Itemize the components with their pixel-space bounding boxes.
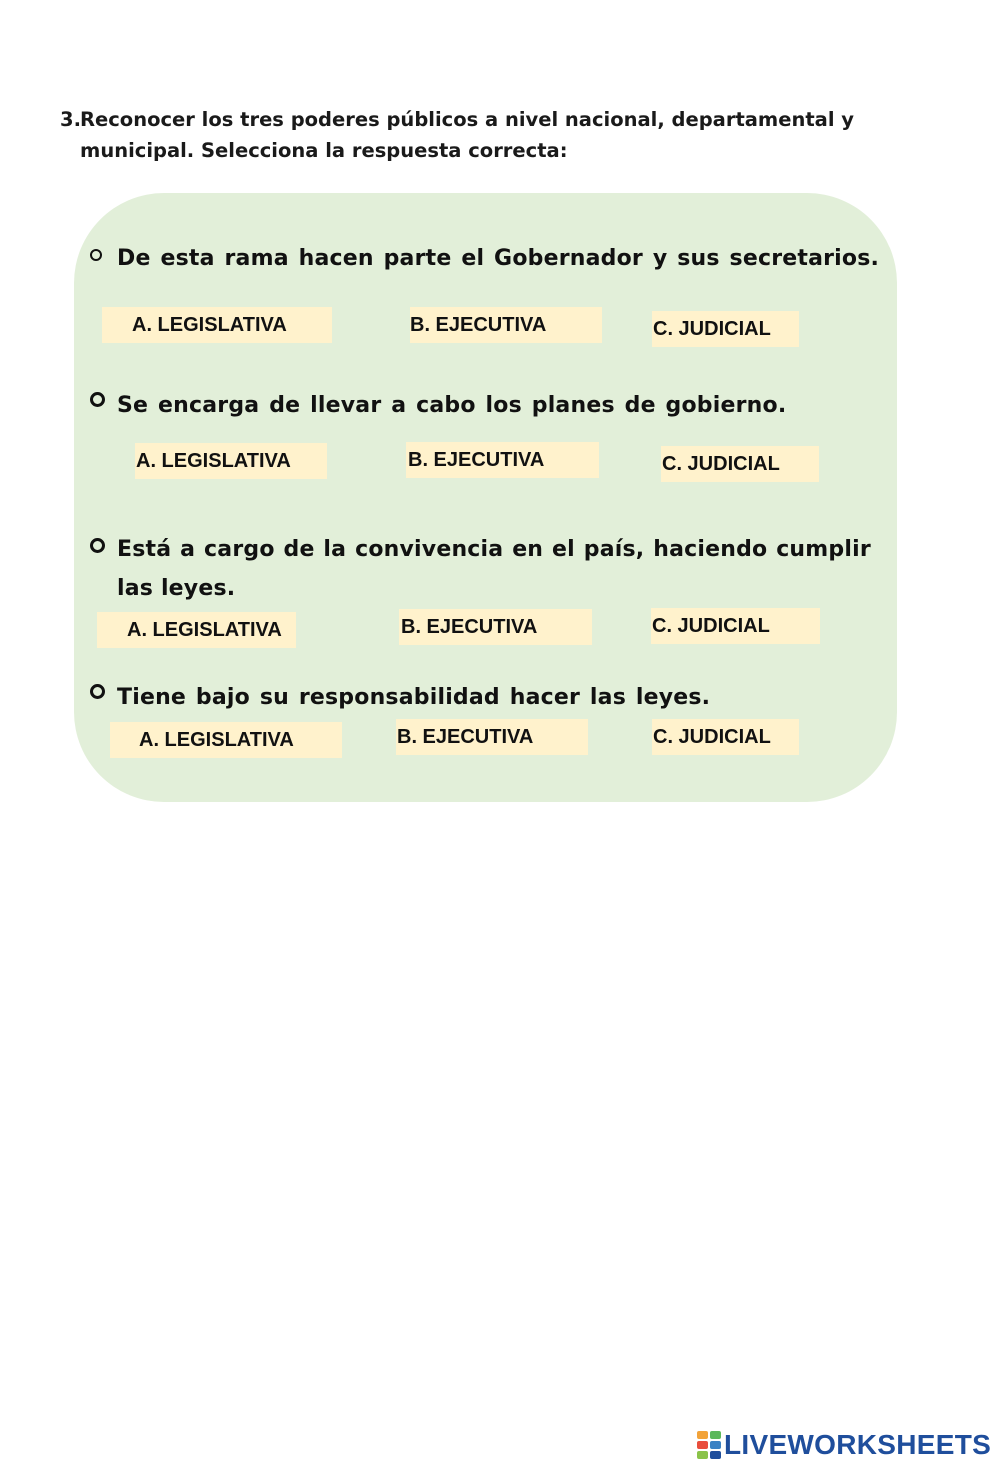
- question-3-text-line1: Está a cargo de la convivencia en el país, haciendo cumplir: [117, 537, 871, 562]
- q1-option-a[interactable]: A. LEGISLATIVA: [102, 307, 332, 343]
- q2-option-b[interactable]: B. EJECUTIVA: [406, 442, 599, 478]
- q1-option-b[interactable]: B. EJECUTIVA: [410, 307, 602, 343]
- question-bullet-icon: [90, 392, 105, 407]
- q4-option-a[interactable]: A. LEGISLATIVA: [110, 722, 342, 758]
- liveworksheets-logo-icon: [697, 1431, 721, 1459]
- question-3-text-line2: las leyes.: [117, 576, 236, 601]
- question-1-text: De esta rama hacen parte el Gobernador y sus secretarios.: [117, 246, 880, 271]
- question-2-text: Se encarga de llevar a cabo los planes de gobierno.: [117, 393, 787, 418]
- q3-option-a[interactable]: A. LEGISLATIVA: [97, 612, 296, 648]
- q4-option-b[interactable]: B. EJECUTIVA: [396, 719, 588, 755]
- q4-option-c[interactable]: C. JUDICIAL: [652, 719, 799, 755]
- instruction-number: 3.: [60, 108, 81, 131]
- q3-option-b[interactable]: B. EJECUTIVA: [399, 609, 592, 645]
- q1-option-c[interactable]: C. JUDICIAL: [652, 311, 799, 347]
- question-bullet-icon: [90, 684, 105, 699]
- q3-option-c[interactable]: C. JUDICIAL: [651, 608, 820, 644]
- question-4-text: Tiene bajo su responsabilidad hacer las leyes.: [117, 685, 711, 710]
- liveworksheets-brand: [697, 1428, 991, 1462]
- question-bullet-icon: [90, 538, 105, 553]
- q2-option-a[interactable]: A. LEGISLATIVA: [135, 443, 327, 479]
- question-bullet-icon: [90, 249, 102, 261]
- brand-name: LIVEWORKSHEETS: [724, 1429, 992, 1460]
- q2-option-c[interactable]: C. JUDICIAL: [661, 446, 819, 482]
- instruction: [60, 104, 940, 166]
- instruction-text: Reconocer los tres poderes públicos a nivel nacional, departamental y municipal. Selecciona la respuesta correcta:: [80, 108, 855, 162]
